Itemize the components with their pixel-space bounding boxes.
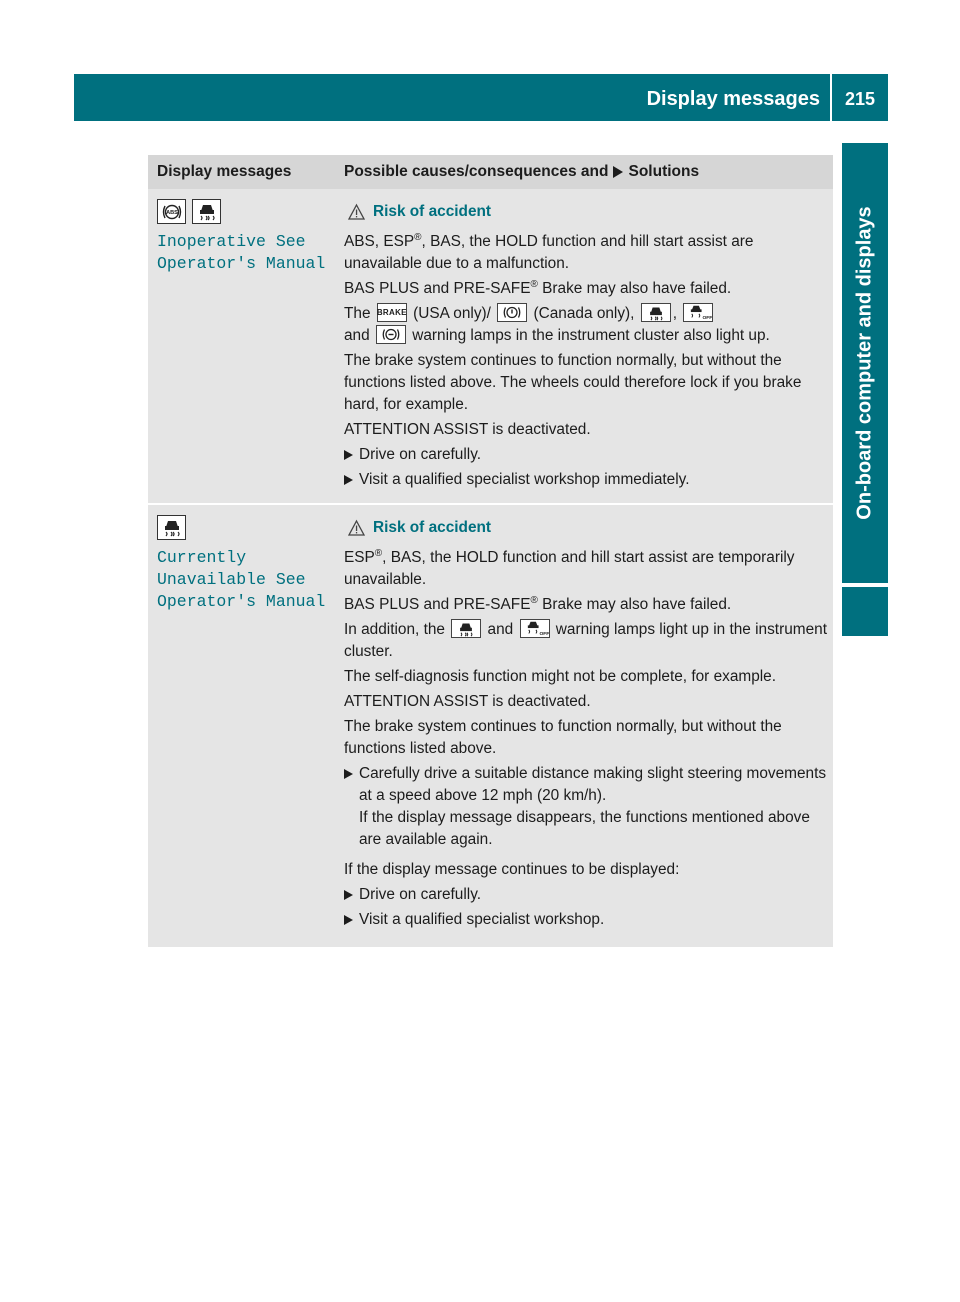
text: and [487,621,514,638]
solutions-cell [335,189,833,503]
action-text-block [359,763,827,851]
brake-icon-text: BRAKE [376,307,407,317]
text: ABS, ESP [344,233,415,250]
action-text: Visit a qualified specialist workshop. [359,911,605,928]
page-header [74,74,888,121]
display-messages-table [148,155,833,947]
action-result-text: If the display message disappears, the functions mentioned above are available again. [359,809,810,848]
warning-heading [348,517,827,539]
text: BAS PLUS and PRE-SAFE [344,596,531,613]
skid-car-icon [641,303,671,322]
column-header-solutions-text: Solutions [628,163,700,180]
message-icons [157,199,335,224]
header-title: Display messages [646,88,820,110]
chapter-marker [842,587,888,636]
text: warning lamps in the instrument cluster also light up. [412,327,770,344]
text: BAS PLUS and PRE-SAFE [344,280,531,297]
chapter-tab [842,143,888,583]
text: In addition, the [344,621,445,638]
paragraph: The brake system continues to function normally, but without the functions listed above. The wheels could therefore lock if you brake hard, for example. [344,352,802,413]
message-line: Unavailable See [157,570,306,589]
registered-mark: ® [414,231,422,243]
action-item [344,884,827,906]
abs-icon-text: ABS [165,209,178,216]
paragraph: If the display message continues to be displayed: [344,861,680,878]
column-header-causes-text: Possible causes/consequences and [344,163,609,180]
skid-car-icon [451,619,481,638]
esp-off-icon [683,303,713,322]
message-icons [157,515,335,540]
message-line: Currently [157,548,247,567]
brake-circle-icon [497,303,527,322]
paragraph: ATTENTION ASSIST is deactivated. [344,421,591,438]
paragraph: The self-diagnosis function might not be complete, for example. [344,668,777,685]
message-cell [148,505,335,947]
registered-mark: ® [530,278,538,290]
page-number: 215 [844,89,876,109]
warning-text: Risk of accident [373,519,492,536]
text: , [672,305,678,322]
brake-lamp-icon [377,303,407,322]
warning-triangle-icon [348,520,365,536]
arrow-right-icon [613,166,623,178]
table-row [148,189,833,503]
text: Brake may also have failed. [537,280,732,297]
chapter-tab-label: On-board computer and displays [853,206,876,520]
bullet-arrow-icon [344,450,353,460]
action-text: Drive on carefully. [359,446,482,463]
skid-car-icon [192,199,221,224]
action-text: Drive on carefully. [359,886,482,903]
action-item [344,469,827,491]
text: Brake may also have failed. [537,596,732,613]
text: ESP [344,549,375,566]
text: warning lamps light up in the instrument cluster. [344,621,827,660]
paragraph [344,619,827,663]
off-icon-text: OFF [538,632,549,638]
bullet-arrow-icon [344,915,353,925]
paragraph: ATTENTION ASSIST is deactivated. [344,693,591,710]
paragraph [344,547,827,591]
paragraph: The brake system continues to function normally, but without the functions listed above. [344,718,782,757]
paragraph [344,231,827,275]
registered-mark: ® [530,594,538,606]
text: (USA only)/ [413,305,491,322]
action-item [344,763,827,851]
table-row [148,503,833,947]
bullet-arrow-icon [344,475,353,485]
action-item [344,444,827,466]
bullet-arrow-icon [344,769,353,779]
table-header-row [148,155,833,189]
action-text: Carefully drive a suitable distance making slight steering movements at a speed above 12 mph (20 km/h). [359,765,827,804]
registered-mark: ® [374,547,383,559]
message-line: Inoperative See [157,232,306,251]
column-header-display-messages: Display messages [157,163,292,180]
warning-text: Risk of accident [373,203,492,220]
esp-off-icon [520,619,550,638]
action-text: Visit a qualified specialist workshop immediately. [359,471,690,488]
bullet-arrow-icon [344,890,353,900]
warning-heading [348,201,827,223]
text: , BAS, the HOLD function and hill start assist are unavailable due to a malfunction. [344,233,754,272]
text: The [344,305,371,322]
off-icon-text: OFF [702,316,713,322]
warning-triangle-icon [348,204,365,220]
message-line: Operator's Manual [157,592,326,611]
paragraph [344,278,827,300]
text: , BAS, the HOLD function and hill start assist are temporarily unavailable. [344,549,795,588]
paragraph [344,594,827,616]
action-item [344,909,827,931]
solutions-cell [335,505,833,947]
paragraph [344,303,827,347]
text: and [344,327,370,344]
skid-car-icon [157,515,186,540]
text: (Canada only), [533,305,635,322]
abs-warning-icon [157,199,186,224]
message-cell [148,189,335,503]
abs-lamp-icon [376,325,406,344]
message-line: Operator's Manual [157,254,326,273]
column-header-causes [335,155,833,189]
